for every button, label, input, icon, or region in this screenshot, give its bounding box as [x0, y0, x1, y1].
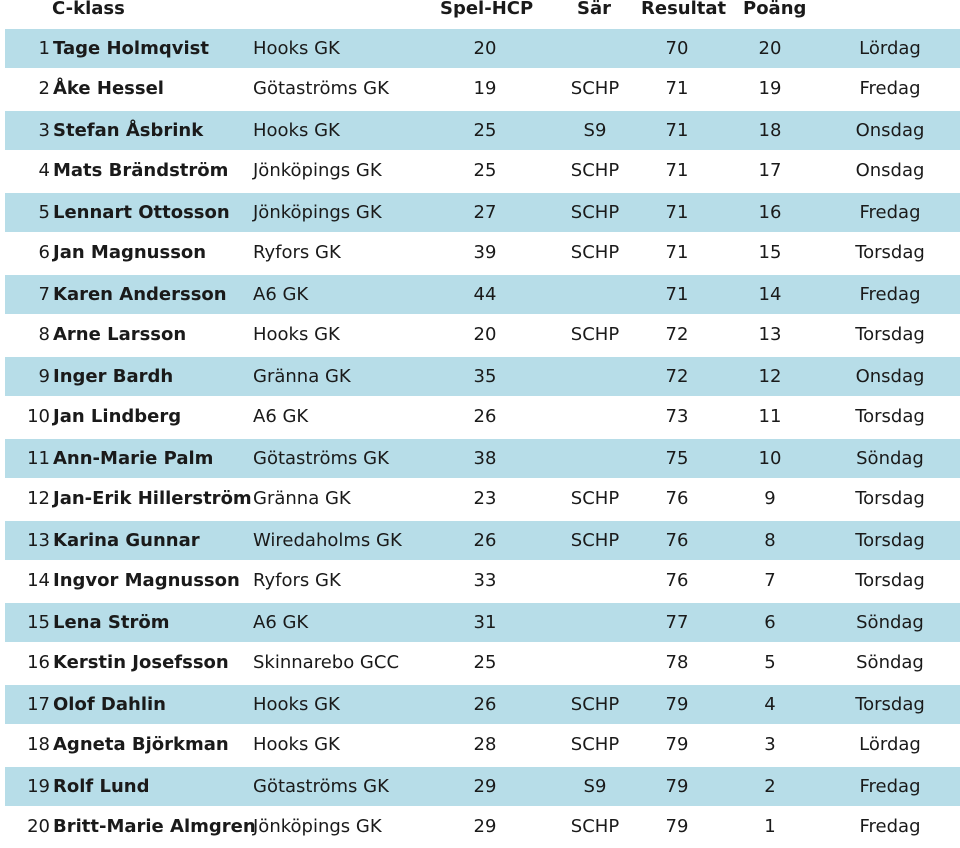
table-header	[0, 0, 960, 24]
hcp-cell: 25	[473, 120, 497, 141]
player-name-cell: Tage Holmqvist	[53, 38, 209, 59]
table-row	[5, 192, 960, 233]
hcp-cell: 19	[473, 78, 497, 99]
club-cell: Gränna GK	[253, 366, 351, 387]
points-cell: 16	[758, 202, 782, 223]
result-cell: 79	[665, 816, 689, 837]
points-cell: 9	[764, 488, 776, 509]
table-row	[5, 110, 960, 151]
position-cell: 10	[27, 406, 50, 427]
day-cell: Lördag	[859, 38, 921, 59]
points-cell: 6	[764, 612, 776, 633]
table-row	[5, 151, 960, 192]
result-cell: 76	[665, 570, 689, 591]
day-cell: Söndag	[856, 612, 924, 633]
club-cell: Götaströms GK	[253, 776, 389, 797]
result-cell: 71	[665, 202, 689, 223]
day-cell: Onsdag	[855, 120, 925, 141]
table-row	[5, 479, 960, 520]
player-name-cell: Olof Dahlin	[53, 694, 166, 715]
hcp-cell: 27	[473, 202, 497, 223]
sar-cell: SCHP	[570, 324, 620, 345]
points-cell: 3	[764, 734, 776, 755]
table-row	[5, 643, 960, 684]
points-cell: 11	[758, 406, 782, 427]
position-cell: 9	[38, 366, 50, 387]
points-cell: 17	[758, 160, 782, 181]
table-row	[5, 233, 960, 274]
result-cell: 71	[665, 160, 689, 181]
day-cell: Fredag	[859, 816, 921, 837]
points-cell: 5	[764, 652, 776, 673]
points-cell: 19	[758, 78, 782, 99]
hcp-cell: 39	[473, 242, 497, 263]
club-cell: A6 GK	[253, 406, 309, 427]
result-cell: 71	[665, 242, 689, 263]
player-name-cell: Britt-Marie Almgren	[53, 816, 256, 837]
player-name-cell: Åke Hessel	[53, 78, 164, 99]
position-cell: 18	[27, 734, 50, 755]
player-name-cell: Ingvor Magnusson	[53, 570, 240, 591]
player-name-cell: Mats Brändström	[53, 160, 229, 181]
club-cell: Wiredaholms GK	[253, 530, 402, 551]
position-cell: 13	[27, 530, 50, 551]
table-row	[5, 397, 960, 438]
hcp-cell: 33	[473, 570, 497, 591]
results-table	[0, 28, 960, 848]
position-cell: 15	[27, 612, 50, 633]
club-cell: Ryfors GK	[253, 570, 341, 591]
club-cell: Hooks GK	[253, 38, 340, 59]
club-cell: A6 GK	[253, 612, 309, 633]
table-row	[5, 684, 960, 725]
sar-cell: SCHP	[570, 488, 620, 509]
table-row	[5, 315, 960, 356]
sar-cell: SCHP	[570, 530, 620, 551]
points-cell: 4	[764, 694, 776, 715]
position-cell: 4	[38, 160, 50, 181]
result-cell: 71	[665, 120, 689, 141]
points-cell: 14	[758, 284, 782, 305]
result-cell: 79	[665, 734, 689, 755]
sar-cell: SCHP	[570, 694, 620, 715]
day-cell: Lördag	[859, 734, 921, 755]
points-cell: 12	[758, 366, 782, 387]
hcp-cell: 20	[473, 38, 497, 59]
player-name-cell: Jan Magnusson	[53, 242, 207, 263]
table-row	[5, 520, 960, 561]
sar-column-header: Sär	[577, 0, 611, 19]
result-cell: 76	[665, 530, 689, 551]
player-name-cell: Jan-Erik Hillerström	[53, 488, 252, 509]
day-cell: Torsdag	[855, 570, 925, 591]
hcp-column-header: Spel-HCP	[440, 0, 534, 19]
day-cell: Onsdag	[855, 160, 925, 181]
position-cell: 16	[27, 652, 50, 673]
day-cell: Torsdag	[855, 530, 925, 551]
position-cell: 7	[38, 284, 50, 305]
table-row	[5, 807, 960, 848]
sar-cell: SCHP	[570, 202, 620, 223]
class-heading: C-klass	[52, 0, 125, 19]
club-cell: Gränna GK	[253, 488, 351, 509]
result-cell: 71	[665, 78, 689, 99]
points-cell: 18	[758, 120, 782, 141]
club-cell: Hooks GK	[253, 694, 340, 715]
hcp-cell: 28	[473, 734, 497, 755]
player-name-cell: Rolf Lund	[53, 776, 150, 797]
table-row	[5, 725, 960, 766]
sar-cell: SCHP	[570, 816, 620, 837]
table-row	[5, 602, 960, 643]
position-cell: 11	[27, 448, 50, 469]
day-cell: Onsdag	[855, 366, 925, 387]
position-cell: 5	[38, 202, 50, 223]
day-cell: Torsdag	[855, 324, 925, 345]
player-name-cell: Karen Andersson	[53, 284, 227, 305]
player-name-cell: Lennart Ottosson	[53, 202, 230, 223]
position-cell: 12	[27, 488, 50, 509]
position-cell: 20	[27, 816, 50, 837]
result-cell: 70	[665, 38, 689, 59]
day-cell: Fredag	[859, 202, 921, 223]
points-cell: 20	[758, 38, 782, 59]
club-cell: Hooks GK	[253, 120, 340, 141]
day-cell: Torsdag	[855, 694, 925, 715]
player-name-cell: Kerstin Josefsson	[53, 652, 229, 673]
day-cell: Fredag	[859, 284, 921, 305]
day-cell: Fredag	[859, 78, 921, 99]
table-row	[5, 274, 960, 315]
position-cell: 1	[38, 38, 50, 59]
position-cell: 19	[27, 776, 50, 797]
points-cell: 7	[764, 570, 776, 591]
result-cell: 76	[665, 488, 689, 509]
club-cell: Jönköpings GK	[253, 160, 382, 181]
player-name-cell: Jan Lindberg	[53, 406, 182, 427]
points-cell: 8	[764, 530, 776, 551]
hcp-cell: 38	[473, 448, 497, 469]
hcp-cell: 26	[473, 406, 497, 427]
club-cell: Götaströms GK	[253, 448, 389, 469]
day-cell: Torsdag	[855, 242, 925, 263]
points-cell: 15	[758, 242, 782, 263]
club-cell: Jönköpings GK	[253, 816, 382, 837]
result-cell: 73	[665, 406, 689, 427]
club-cell: Götaströms GK	[253, 78, 389, 99]
hcp-cell: 20	[473, 324, 497, 345]
hcp-cell: 29	[473, 776, 497, 797]
position-cell: 17	[27, 694, 50, 715]
hcp-cell: 23	[473, 488, 497, 509]
hcp-cell: 26	[473, 530, 497, 551]
day-cell: Torsdag	[855, 488, 925, 509]
hcp-cell: 35	[473, 366, 497, 387]
club-cell: Hooks GK	[253, 734, 340, 755]
player-name-cell: Lena Ström	[53, 612, 170, 633]
hcp-cell: 25	[473, 160, 497, 181]
table-row	[5, 438, 960, 479]
result-cell: 71	[665, 284, 689, 305]
day-cell: Torsdag	[855, 406, 925, 427]
player-name-cell: Ann-Marie Palm	[53, 448, 214, 469]
table-row	[5, 69, 960, 110]
club-cell: Jönköpings GK	[253, 202, 382, 223]
position-cell: 6	[38, 242, 50, 263]
points-cell: 2	[764, 776, 776, 797]
result-cell: 72	[665, 366, 689, 387]
result-cell: 72	[665, 324, 689, 345]
result-cell: 79	[665, 694, 689, 715]
points-column-header: Poäng	[743, 0, 807, 19]
hcp-cell: 31	[473, 612, 497, 633]
sar-cell: SCHP	[570, 78, 620, 99]
player-name-cell: Karina Gunnar	[53, 530, 200, 551]
hcp-cell: 25	[473, 652, 497, 673]
result-cell: 78	[665, 652, 689, 673]
club-cell: Ryfors GK	[253, 242, 341, 263]
table-row	[5, 28, 960, 69]
player-name-cell: Arne Larsson	[53, 324, 187, 345]
club-cell: A6 GK	[253, 284, 309, 305]
day-cell: Söndag	[856, 448, 924, 469]
hcp-cell: 44	[473, 284, 497, 305]
sar-cell: S9	[583, 776, 607, 797]
result-cell: 79	[665, 776, 689, 797]
table-row	[5, 561, 960, 602]
result-column-header: Resultat	[641, 0, 727, 19]
position-cell: 3	[38, 120, 50, 141]
sar-cell: SCHP	[570, 160, 620, 181]
result-cell: 75	[665, 448, 689, 469]
position-cell: 2	[38, 78, 50, 99]
sar-cell: SCHP	[570, 734, 620, 755]
hcp-cell: 29	[473, 816, 497, 837]
sar-cell: SCHP	[570, 242, 620, 263]
club-cell: Skinnarebo GCC	[253, 652, 400, 673]
club-cell: Hooks GK	[253, 324, 340, 345]
result-cell: 77	[665, 612, 689, 633]
points-cell: 1	[764, 816, 776, 837]
table-row	[5, 766, 960, 807]
hcp-cell: 26	[473, 694, 497, 715]
position-cell: 14	[27, 570, 50, 591]
points-cell: 10	[758, 448, 782, 469]
day-cell: Söndag	[856, 652, 924, 673]
player-name-cell: Agneta Björkman	[53, 734, 229, 755]
player-name-cell: Stefan Åsbrink	[53, 120, 204, 141]
day-cell: Fredag	[859, 776, 921, 797]
table-row	[5, 356, 960, 397]
sar-cell: S9	[583, 120, 607, 141]
player-name-cell: Inger Bardh	[53, 366, 174, 387]
position-cell: 8	[38, 324, 50, 345]
points-cell: 13	[758, 324, 782, 345]
